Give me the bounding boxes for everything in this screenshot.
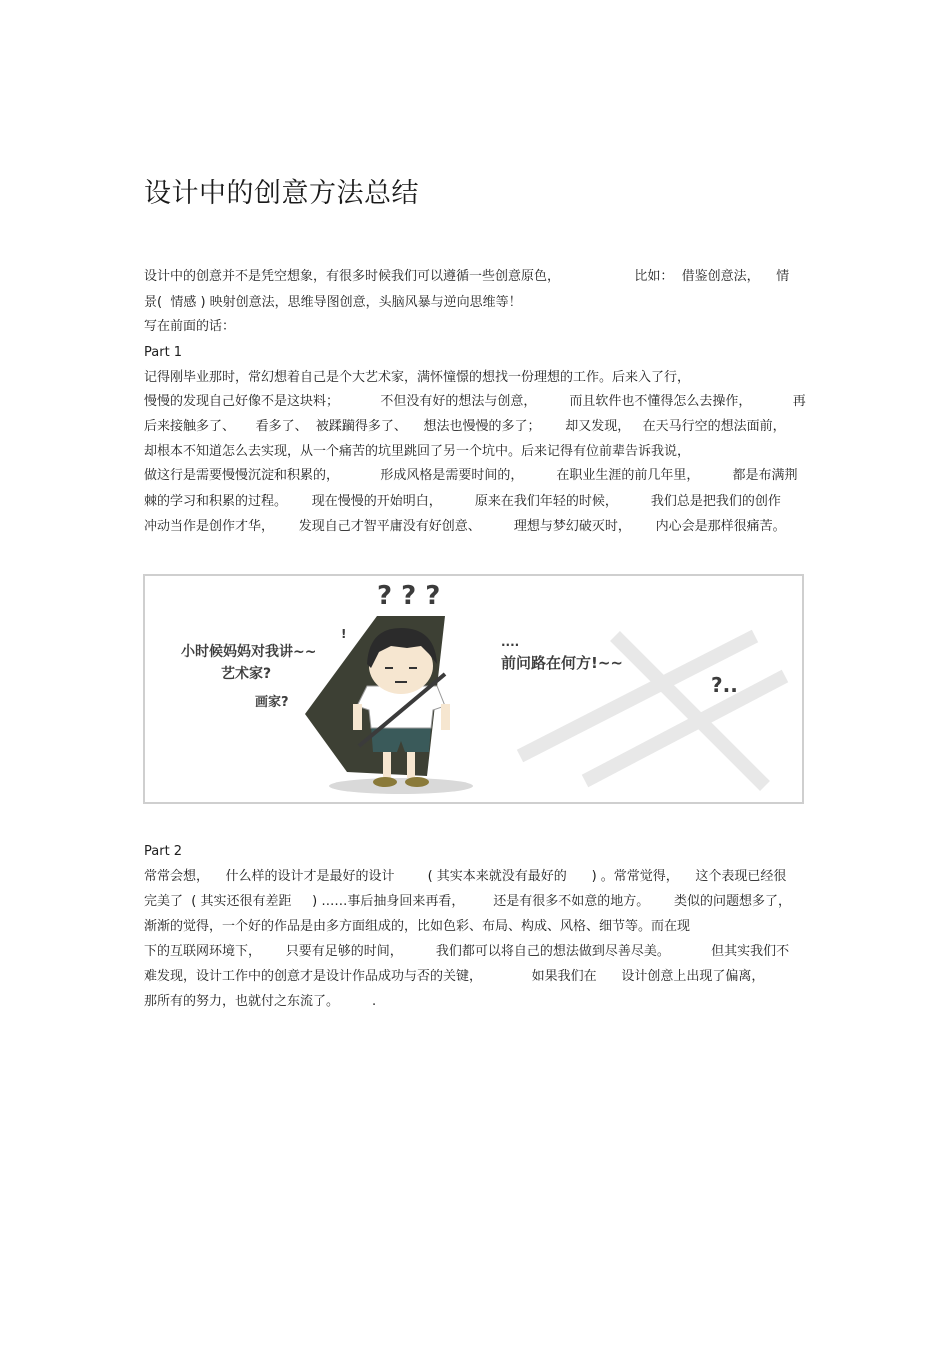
part1-line: 慢慢的发现自己好像不是这块料； 不但没有好的想法与创意， 而且软件也不懂得怎么去操作， 再 xyxy=(144,394,806,409)
speech-right: 前问路在何方!~~ xyxy=(501,654,623,672)
speech-left-line3: 画家? xyxy=(255,695,289,710)
speech-right-dots: .... xyxy=(501,635,520,649)
part2-line: 那所有的努力，也就付之东流了。 . xyxy=(144,994,377,1009)
illustration-drawing xyxy=(145,576,802,802)
part1-heading: Part 1 xyxy=(144,345,183,360)
part1-line: 棘的学习和积累的过程。 现在慢慢的开始明白， 原来在我们年轻的时候， 我们总是把我们的创作 xyxy=(144,494,781,509)
ground-shadow xyxy=(329,778,473,794)
leg-right xyxy=(407,748,415,778)
speech-left-line1: 小时候妈妈对我讲~~ xyxy=(181,644,317,660)
arm-left xyxy=(353,704,362,730)
part1-line: 却根本不知道怎么去实现，从一个痛苦的坑里跳回了另一个坑中。后来记得有位前辈告诉我说， xyxy=(144,444,691,459)
part2-line: 完美了 ( 其实还很有差距 ) ……事后抽身回来再看， 还是有很多不如意的地方。 类似的问题想多了， xyxy=(144,894,792,909)
part2-heading: Part 2 xyxy=(144,844,183,859)
leg-left xyxy=(383,748,391,778)
part1-line: 记得刚毕业那时，常幻想着自己是个大艺术家，满怀憧憬的想找一份理想的工作。后来入了行， xyxy=(144,370,691,385)
page-title: 设计中的创意方法总结 xyxy=(144,178,419,209)
question-mark-large: ? ? ? xyxy=(377,581,441,611)
speech-left-line2: 艺术家? xyxy=(221,666,272,682)
shoe-left xyxy=(373,777,397,787)
part2-line: 难发现，设计工作中的创意才是设计作品成功与否的关键， 如果我们在 设计创意上出现了偏离， xyxy=(144,969,765,984)
arm-right xyxy=(441,704,450,730)
shoe-right xyxy=(405,777,429,787)
part2-line: 常常会想， 什么样的设计才是最好的设计 ( 其实本来就没有最好的 ) 。常常觉得， 这个表现已经很 xyxy=(144,869,787,884)
exclaim-mark: ! xyxy=(341,627,347,641)
part2-line: 下的互联网环境下， 只要有足够的时间， 我们都可以将自己的想法做到尽善尽美。 但其实我们不 xyxy=(144,944,790,959)
intro-line: 设计中的创意并不是凭空想象，有很多时候我们可以遵循一些创意原色， 比如： 借鉴创意法， 情 xyxy=(144,269,790,284)
part1-line: 后来接触多了、 看多了、 被蹂躏得多了、 想法也慢慢的多了； 却又发现， 在天马行空的想法面前， xyxy=(144,419,786,434)
illustration xyxy=(143,574,804,804)
question-mark-faint: ?.. xyxy=(711,673,738,697)
part2-line: 渐渐的觉得，一个好的作品是由多方面组成的，比如色彩、布局、构成、风格、细节等。而在现 xyxy=(144,919,691,934)
part1-line: 冲动当作是创作才华， 发现自己才智平庸没有好创意、 理想与梦幻破灭时， 内心会是那样很痛苦。 xyxy=(144,519,786,534)
intro-line: 景( 情感 ) 映射创意法，思维导图创意，头脑风暴与逆向思维等！ xyxy=(144,295,522,310)
intro-line: 写在前面的话： xyxy=(144,319,236,334)
part1-line: 做这行是需要慢慢沉淀和积累的， 形成风格是需要时间的， 在职业生涯的前几年里， 都是布满荆 xyxy=(144,468,798,483)
